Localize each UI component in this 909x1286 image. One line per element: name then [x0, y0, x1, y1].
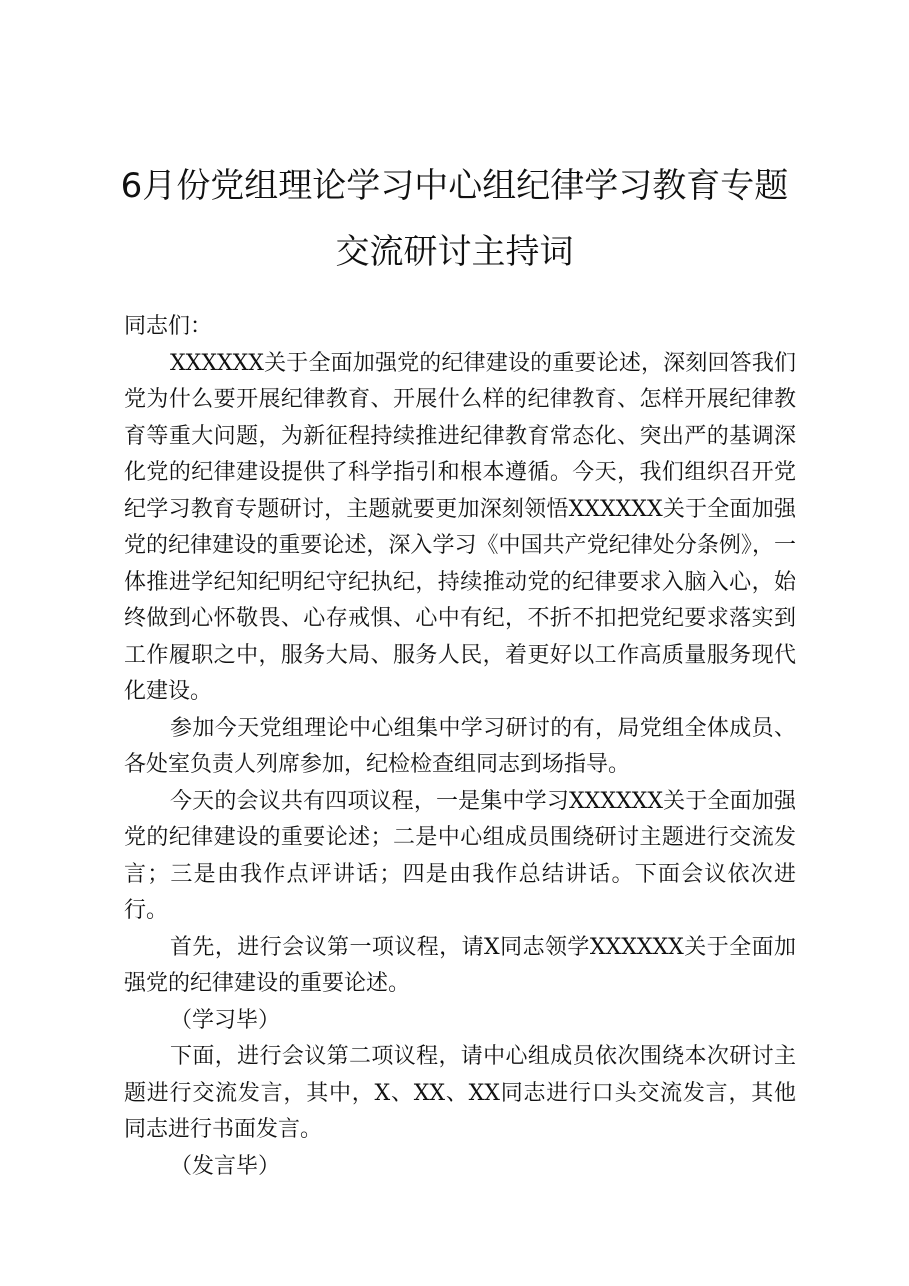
paragraph-attendees: 参加今天党组理论中心组集中学习研讨的有，局党组全体成员、各处室负责人列席参加，纪检检查组同志到场指导。	[124, 715, 796, 777]
note-study-complete: （学习毕）	[170, 1007, 281, 1033]
document-title-line-1: 6月份党组理论学习中心组纪律学习教育专题	[120, 166, 789, 206]
paragraph-agenda-item-1: 首先，进行会议第一项议程，请X同志领学XXXXXX关于全面加强党的纪律建设的重要论述。	[124, 934, 796, 996]
paragraph-intro: XXXXXX关于全面加强党的纪律建设的重要论述，深刻回答我们党为什么要开展纪律教育、开展什么样的纪律教育、怎样开展纪律教育等重大问题，为新征程持续推进纪律教育常态化、突出严的基调深化党的纪律建设提供了科学指引和根本遵循。今天，我们组织召开党纪学习教育专题研讨，主题就要更加深刻领悟XXXXXX关于全面加强党的纪律建设的重要论述，深入学习《中国共产党纪律处分条例》，一体推进学纪知纪明纪守纪执纪，持续推动党的纪律要求入脑入心，始终做到心怀敬畏、心存戒惧、心中有纪，不折不扣把党纪要求落实到工作履职之中，服务大局、服务人民，着更好以工作高质量服务现代化建设。	[124, 350, 796, 704]
document-title-line-2: 交流研讨主持词	[335, 232, 574, 272]
note-speeches-complete: （发言毕）	[170, 1153, 281, 1179]
paragraph-agenda-item-2: 下面，进行会议第二项议程，请中心组成员依次围绕本次研讨主题进行交流发言，其中，X、XX、XX同志进行口头交流发言，其他同志进行书面发言。	[124, 1044, 796, 1142]
salutation: 同志们：	[124, 314, 213, 339]
document-body	[124, 309, 796, 1185]
paragraph-agenda: 今天的会议共有四项议程，一是集中学习XXXXXX关于全面加强党的纪律建设的重要论述；二是中心组成员围绕研讨主题进行交流发言；三是由我作点评讲话；四是由我作总结讲话。下面会议依次进行。	[124, 788, 796, 923]
